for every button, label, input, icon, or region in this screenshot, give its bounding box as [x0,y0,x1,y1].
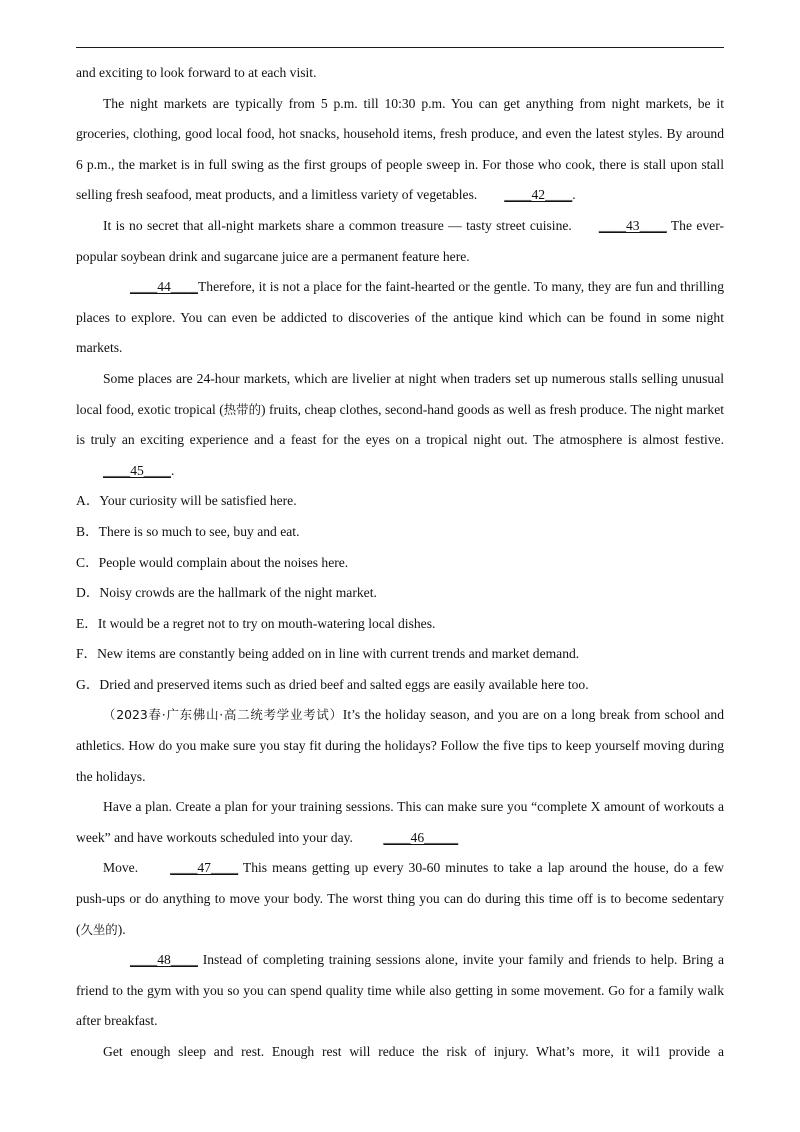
paragraph-text: Have a plan. Create a plan for your training sessions. This can make sure you “complete X amount of workouts a week” and have workouts scheduled into your day. [76,799,724,845]
cjk-gloss: 热带的 [223,401,262,417]
paragraph-thrilling-places [76,272,724,364]
paragraph-tail: The ever-popular soybean drink and sugarcane juice are a permanent feature here. [76,217,724,264]
paragraph-text: It’s the holiday season, and you are on a long break from school and athletics. How do you make sure you stay fit during the holidays? Follow the five tips to keep yourself moving during the holidays. [76,707,724,784]
paragraph-24-hour-markets [76,364,724,486]
document-body [76,58,724,1068]
paragraph-text: ) fruits, cheap clothes, second-hand goods as well as fresh produce. The night market is truly an exciting experience and a feast for the eyes on a tropical night out. The atmosphere is almost festive. [76,401,724,448]
blank-43: ____43____ [598,217,667,233]
paragraph-passage2-intro [76,700,724,792]
source-citation: （2023春·广东佛山·高二统考学业考试） [103,707,343,723]
paragraph-text: This means getting up every 30-60 minutes to take a lap around the house, do a few push-ups or do anything to move your body. The worst thing you can do during this time off is to become sedentary ( [76,860,725,937]
paragraph-tip-plan [76,792,724,853]
option-e: E．It would be a regret not to try on mouth-watering local dishes. [76,615,436,631]
paragraph-lead: Move. [103,860,139,876]
cjk-gloss: 久坐的 [80,921,118,937]
paragraph-continuation: and exciting to look forward to at each visit. [76,65,317,80]
option-a: A．Your curiosity will be satisfied here. [76,493,297,509]
paragraph-tip-move [76,853,724,945]
paragraph-text: It is no secret that all-night markets share a common treasure — tasty street cuisine. [103,217,572,233]
paragraph-night-market-hours [76,89,724,211]
paragraph-street-cuisine [76,211,724,272]
blank-44: ____44____ [130,279,198,295]
option-d: D．Noisy crowds are the hallmark of the night market. [76,585,377,601]
paragraph-text: Get enough sleep and rest. Enough rest will reduce the risk of injury. What’s more, it wil1 provide a [103,1044,724,1059]
blank-46: ____46_____ [383,829,459,845]
blank-42: ____42____ [504,187,573,203]
option-b: B．There is so much to see, buy and eat. [76,523,300,539]
paragraph-tip-friends [76,945,724,1037]
paragraph-tail: . [170,462,175,478]
paragraph-text: Therefore, it is not a place for the faint-hearted or the gentle. To many, they are fun and thrilling places to explore. You can even be addicted to discoveries of the antique kind which can be found in some night markets. [76,279,724,356]
header-rule [76,47,724,48]
option-c: C．People would complain about the noises here. [76,554,349,570]
paragraph-text: Instead of completing training sessions alone, invite your family and friends to help. Bring a friend to the gym with you so you can spend quality time while also getting in some movement. Go for a family walk after breakfast. [76,952,724,1029]
paragraph-text: ). [117,921,126,937]
blank-48: ____48____ [130,952,198,968]
blank-45: ____45____ [103,462,171,478]
paragraph-text: The night markets are typically from 5 p.m. till 10:30 p.m. You can get anything from night markets, be it groceries, clothing, good local food, hot snacks, household items, fresh produce, and even the latest styles. By around 6 p.m., the market is in full swing as the first groups of people sweep in. For those who cook, there is stall upon stall selling fresh seafood, meat products, and a limitless variety of vegetables. [76,95,724,203]
option-g: G．Dried and preserved items such as dried beef and salted eggs are easily available here too. [76,676,589,692]
blank-47: ____47____ [170,860,239,876]
option-f: F．New items are constantly being added on in line with current trends and market demand. [76,646,580,662]
paragraph-tail: . [572,187,576,203]
paragraph-text: Some places are 24-hour markets, which are livelier at night when traders set up numerous stalls selling unusual local food, exotic tropical ( [76,370,724,417]
paragraph-tip-sleep [76,1037,724,1068]
